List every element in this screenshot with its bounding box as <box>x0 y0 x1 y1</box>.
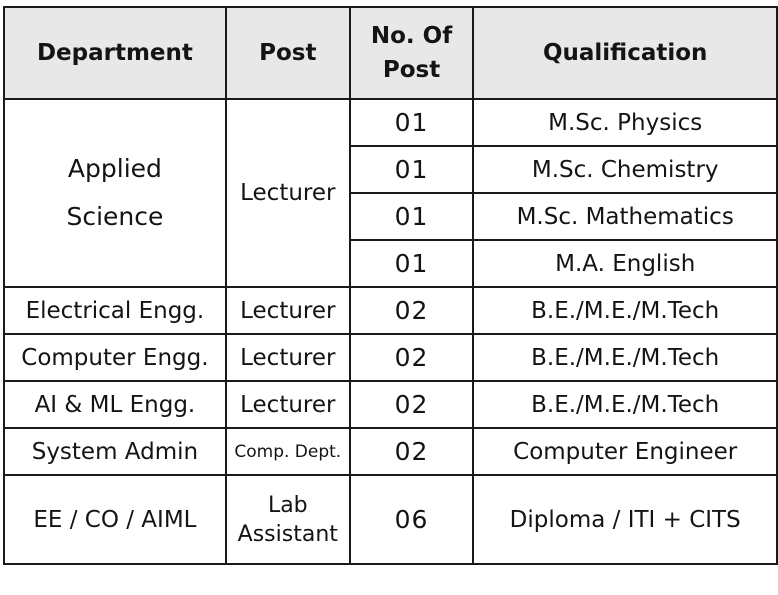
department-cell: Electrical Engg. <box>4 287 226 334</box>
table-row <box>4 428 777 475</box>
post-line2: Assistant <box>237 521 338 547</box>
count-cell: 01 <box>350 240 474 287</box>
qualification-cell: B.E./M.E./M.Tech <box>473 381 777 428</box>
department-cell: AI & ML Engg. <box>4 381 226 428</box>
header-no-of-post <box>350 7 474 99</box>
header-no-of-post-line2: Post <box>382 57 441 83</box>
header-row <box>4 7 777 99</box>
post-line1: Lab <box>267 492 308 518</box>
department-line2: Science <box>66 202 164 231</box>
qualification-cell: B.E./M.E./M.Tech <box>473 287 777 334</box>
qualification-cell: Computer Engineer <box>473 428 777 475</box>
header-no-of-post-line1: No. Of <box>370 23 453 49</box>
qualification-cell: M.Sc. Mathematics <box>473 193 777 240</box>
qualification-cell: M.A. English <box>473 240 777 287</box>
department-cell-applied-science <box>4 99 226 287</box>
count-cell: 06 <box>350 475 474 564</box>
department-cell: Computer Engg. <box>4 334 226 381</box>
qualification-cell: B.E./M.E./M.Tech <box>473 334 777 381</box>
post-cell-lab-assistant <box>226 475 350 564</box>
table-row <box>4 381 777 428</box>
count-cell: 01 <box>350 99 474 146</box>
count-cell: 01 <box>350 193 474 240</box>
count-cell: 02 <box>350 334 474 381</box>
qualification-cell: M.Sc. Physics <box>473 99 777 146</box>
count-cell: 02 <box>350 428 474 475</box>
department-cell: System Admin <box>4 428 226 475</box>
department-cell: EE / CO / AIML <box>4 475 226 564</box>
post-cell: Lecturer <box>226 381 350 428</box>
post-cell: Lecturer <box>226 287 350 334</box>
count-cell: 02 <box>350 381 474 428</box>
vacancy-table <box>3 6 778 565</box>
header-post: Post <box>226 7 350 99</box>
post-cell: Lecturer <box>226 334 350 381</box>
qualification-cell: M.Sc. Chemistry <box>473 146 777 193</box>
post-cell-applied-science: Lecturer <box>226 99 350 287</box>
table-row <box>4 99 777 146</box>
header-department: Department <box>4 7 226 99</box>
table-row <box>4 475 777 564</box>
department-line1: Applied <box>67 154 162 183</box>
qualification-cell: Diploma / ITI + CITS <box>473 475 777 564</box>
post-cell: Comp. Dept. <box>226 428 350 475</box>
table-row <box>4 287 777 334</box>
table-row <box>4 334 777 381</box>
count-cell: 01 <box>350 146 474 193</box>
count-cell: 02 <box>350 287 474 334</box>
header-qualification: Qualification <box>473 7 777 99</box>
